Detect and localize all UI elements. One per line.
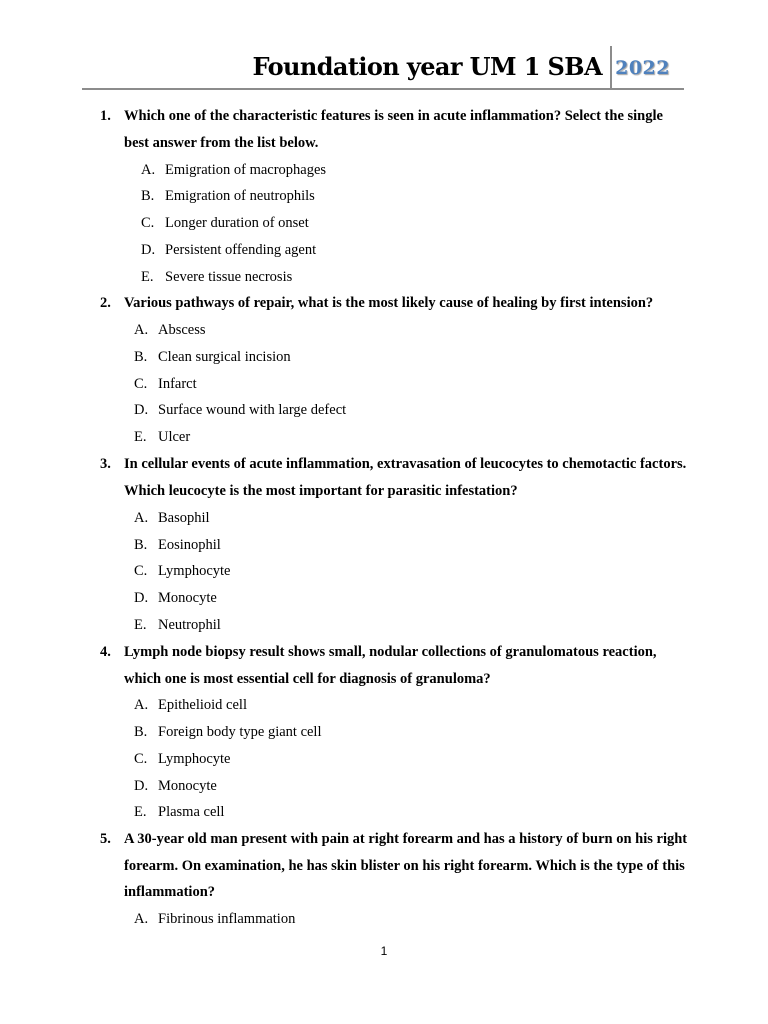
question-text: In cellular events of acute inflammation, extravasation of leucocytes to chemotactic factors. Which leucocyte is the most important for parasitic infestation? xyxy=(124,456,687,499)
option-2c: C. Infarct xyxy=(134,376,197,392)
option-5a: A. Fibrinous inflammation xyxy=(134,911,296,927)
header-separator xyxy=(610,46,612,88)
option-1b: B. Emigration of neutrophils xyxy=(141,188,315,204)
option-4a: A. Epithelioid cell xyxy=(134,697,247,713)
option-2a: A. Abscess xyxy=(134,322,206,338)
option-3b: B. Eosinophil xyxy=(134,537,221,553)
question-text: Which one of the characteristic features is seen in acute inflammation? Select the single best answer from the list below. xyxy=(124,108,663,151)
option-4e: E. Plasma cell xyxy=(134,804,225,820)
document-year: 2022 xyxy=(615,57,670,79)
question-number: 1. xyxy=(100,108,111,124)
question-text: Lymph node biopsy result shows small, nodular collections of granulomatous reaction, which one is most essential cell for diagnosis of granuloma? xyxy=(124,644,657,687)
question-3 xyxy=(100,451,688,504)
question-number: 4. xyxy=(100,644,111,660)
question-2 xyxy=(100,290,688,317)
question-text: Various pathways of repair, what is the most likely cause of healing by first intension? xyxy=(124,295,654,311)
question-4 xyxy=(100,639,688,692)
page-number: 1 xyxy=(380,944,388,958)
question-text: A 30-year old man present with pain at right forearm and has a history of burn on his right forearm. On examination, he has skin blister on his right forearm. Which is the type of this inflammation? xyxy=(124,831,688,900)
page-header xyxy=(82,44,684,90)
option-3a: A. Basophil xyxy=(134,510,210,526)
question-1 xyxy=(100,103,688,156)
question-number: 3. xyxy=(100,456,111,472)
option-3c: C. Lymphocyte xyxy=(134,563,231,579)
option-4c: C. Lymphocyte xyxy=(134,751,231,767)
option-3d: D. Monocyte xyxy=(134,590,217,606)
question-5 xyxy=(100,826,688,906)
option-2d: D. Surface wound with large defect xyxy=(134,402,347,418)
document-title: Foundation year UM 1 SBA xyxy=(252,52,602,81)
question-number: 5. xyxy=(100,831,111,847)
option-1a: A. Emigration of macrophages xyxy=(141,162,327,178)
question-number: 2. xyxy=(100,295,111,311)
option-2e: E. Ulcer xyxy=(134,429,191,445)
option-4d: D. Monocyte xyxy=(134,778,217,794)
option-1c: C. Longer duration of onset xyxy=(141,215,309,231)
option-2b: B. Clean surgical incision xyxy=(134,349,291,365)
option-1e: E. Severe tissue necrosis xyxy=(141,269,293,285)
option-4b: B. Foreign body type giant cell xyxy=(134,724,322,740)
option-1d: D. Persistent offending agent xyxy=(141,242,317,258)
option-3e: E. Neutrophil xyxy=(134,617,221,633)
